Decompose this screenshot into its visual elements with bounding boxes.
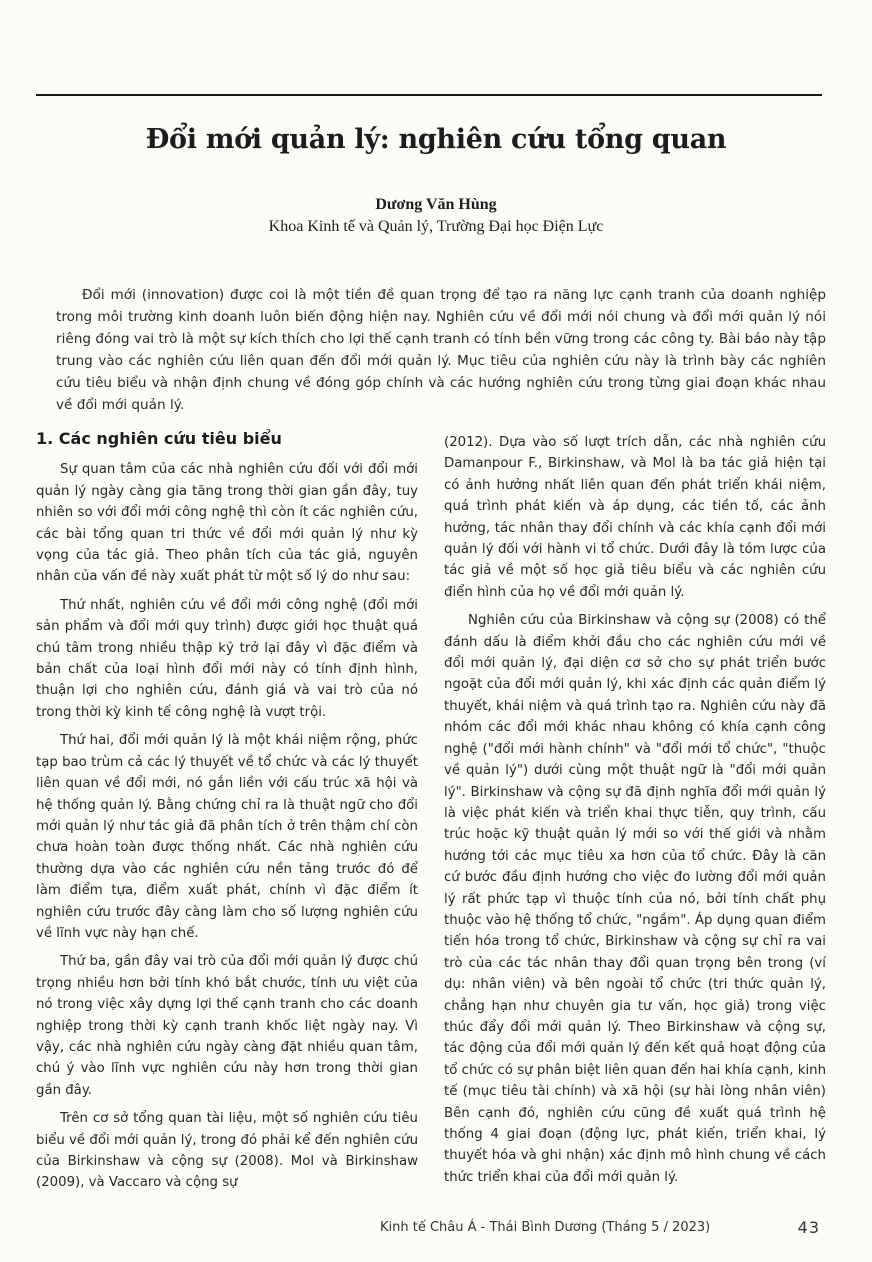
paragraph: Thứ ba, gần đây vai trò của đổi mới quản lý được chú trọng nhiều hơn bởi tính khó bắt chước, tính ưu việt của nó trong việc xây dựng lợi thế cạnh tranh cho các doanh nghiệp trong thời kỳ cạnh tranh khốc liệt ngày nay. Vì vậy, các nhà nghiên cứu ngày càng đặt nhiều quan tâm, chú ý vào lĩnh vực nghiên cứu này hơn trong thời gian gần đây. (36, 954, 418, 1098)
left-column (36, 428, 418, 1201)
paragraph: Thứ hai, đổi mới quản lý là một khái niệm rộng, phức tạp bao trùm cả các lý thuyết về tổ chức và các lý thuyết liên quan về đổi mới, nó gắn liền với cấu trúc xã hội và hệ thống quản lý. Bằng chứng chỉ ra là thuật ngữ cho đổi mới quản lý như tác giả đã phân tích ở trên thậm chí còn chưa hoàn toàn được thống nhất. Các nhà nghiên cứu thường dựa vào các nghiên cứu nền tảng trước đó để làm điểm tựa, điểm xuất phát, chính vì đặc điểm ít nghiên cứu trước đây càng làm cho số lượng nghiên cứu về lĩnh vực này hạn chế. (36, 733, 418, 941)
paragraph-continuation: (2012). Dựa vào số lượt trích dẫn, các nhà nghiên cứu Damanpour F., Birkinshaw, và Mol là ba tác giả hiện tại có ảnh hưởng nhất liên quan đến phát triển khái niệm, quá trình phát kiến và áp dụng, các tiền tố, các ảnh hưởng, tác nhân thay đổi chính và các khía cạnh đổi mới quản lý đối với hành vi tổ chức. Dưới đây là tóm lược của tác giả về một số học giả tiêu biểu và các nghiên cứu điển hình của họ về đổi mới quản lý. (444, 435, 826, 600)
paragraph: Nghiên cứu của Birkinshaw và cộng sự (2008) có thể đánh dấu là điểm khởi đầu cho các nghiên cứu mới về đổi mới quản lý, đại diện cơ sở cho sự phát triển bước ngoặt của đổi mới quản lý, khi xác định các quản điểm lý thuyết, khái niệm và quá trình tạo ra. Nghiên cứu này đã nhóm các đổi mới khác nhau không có khía cạnh công nghệ ("đổi mới hành chính" và "đổi mới tổ chức", "thuộc về quản lý") dưới cùng một thuật ngữ là "đổi mới quản lý". Birkinshaw và cộng sự đã định nghĩa đổi mới quản lý là việc phát kiến và triển khai thực tiễn, quy trình, cấu trúc hoặc kỹ thuật quản lý mới so với thế giới và nhằm hướng tới các mục tiêu xa hơn của tổ chức. Đây là căn cứ bước đầu định hướng cho việc đo lường đổi mới quản lý rất phức tạp vì thuộc tính của nó, bởi tính chất phụ thuộc vào hệ thống tổ chức, "ngầm". Áp dụng quan điểm tiến hóa trong tổ chức, Birkinshaw và cộng sự chỉ ra vai trò của các tác nhân thay đổi quan trọng bên trong (ví dụ: nhân viên) và bên ngoài tổ chức (tri thức quản lý, chẳng hạn như chuyên gia tư vấn, học giả) trong việc thúc đẩy đổi mới quản lý. Theo Birkinshaw và cộng sự, tác động của đổi mới quản lý đến kết quả hoạt động của tổ chức có sự phân biệt liên quan đến hai khía cạnh, kinh tế (mục tiêu tài chính) và xã hội (sự hài lòng nhân viên) Bên cạnh đó, nghiên cứu cũng đề xuất quá trình hệ thống 4 giai đoạn (động lực, phát kiến, triển khai, lý thuyết hóa và ghi nhận) xác định mô hình chung về cách thức triển khai của đổi mới quản lý. (444, 613, 826, 1185)
paragraph: Trên cơ sở tổng quan tài liệu, một số nghiên cứu tiêu biểu về đổi mới quản lý, trong đó phải kể đến nghiên cứu của Birkinshaw và cộng sự (2008). Mol và Birkinshaw (2009), và Vaccaro và cộng sự (36, 1111, 418, 1191)
header-rule (36, 94, 822, 96)
page-number: 43 (797, 1218, 820, 1237)
author-affiliation: Khoa Kinh tế và Quản lý, Trường Đại học Điện Lực (268, 218, 604, 235)
section-heading: 1. Các nghiên cứu tiêu biểu (36, 429, 282, 448)
journal-name: Kinh tế Châu Á - Thái Bình Dương (Tháng 5 / 2023) (380, 1220, 711, 1235)
paragraph: Sự quan tâm của các nhà nghiên cứu đối với đổi mới quản lý ngày càng gia tăng trong thời gian gần đây, tuy nhiên so với đổi mới công nghệ thì còn ít các nghiên cứu, các bài tổng quan tri thức về đổi mới quản lý như kỳ vọng của tác giả. Theo phân tích của tác giả, nguyên nhân của vấn đề này xuất phát từ một số lý do như sau: (36, 462, 418, 585)
author-name: Dương Văn Hùng (375, 196, 497, 213)
right-column (444, 432, 826, 1195)
paragraph: Thứ nhất, nghiên cứu về đổi mới công nghệ (đổi mới sản phẩm và đổi mới quy trình) được giới học thuật quá chú tâm trong nhiều thập kỷ trở lại đây vì đặc điểm và bản chất của loại hình đổi mới này có tính định hình, thuận lợi cho nghiên cứu, đánh giá và vai trò của nó trong thời kỳ kinh tế công nghệ là vượt trội. (36, 597, 418, 720)
article-title: Đổi mới quản lý: nghiên cứu tổng quan (145, 124, 727, 155)
abstract (56, 284, 826, 416)
abstract-text: Đổi mới (innovation) được coi là một tiền đề quan trọng để tạo ra năng lực cạnh tranh của doanh nghiệp trong môi trường kinh doanh luôn biến động hiện nay. Nghiên cứu về đổi mới nói chung và đổi mới quản lý nói riêng đóng vai trò là một sự kích thích cho lợi thế cạnh tranh có tính bền vững trong các công ty. Bài báo này tập trung vào các nghiên cứu liên quan đến đổi mới quản lý. Mục tiêu của nghiên cứu này là trình bày các nghiên cứu tiêu biểu và nhận định chung về đóng góp chính và các hướng nghiên cứu trong từng giai đoạn khác nhau về đổi mới quản lý. (56, 287, 826, 413)
